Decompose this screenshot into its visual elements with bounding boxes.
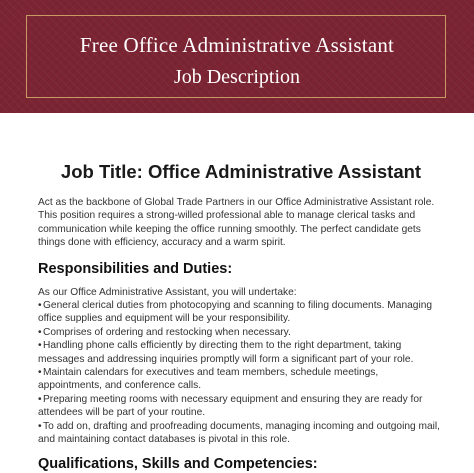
responsibilities-intro: As our Office Administrative Assistant, you will undertake:: [38, 286, 297, 298]
job-title: Job Title: Office Administrative Assistant: [60, 161, 422, 182]
list-item: •To add on, drafting and proofreading documents, managing incoming and outgoing mail, and maintaining contact databases is pivotal in this role.: [38, 420, 441, 446]
responsibilities-heading: Responsibilities and Duties:: [38, 260, 233, 277]
banner-subtitle: Job Description: [173, 66, 301, 88]
responsibilities-list: [38, 299, 444, 446]
list-item: •Preparing meeting rooms with necessary equipment and ensuring they are ready for attendees will be part of your routine.: [38, 393, 423, 419]
list-item: •General clerical duties from photocopying and scanning to filing documents. Managing office supplies and equipment will be your responsibility.: [38, 300, 433, 325]
header-banner: [0, 0, 474, 113]
qualifications-heading: Qualifications, Skills and Competencies:: [38, 455, 318, 472]
banner-title: Free Office Administrative Assistant: [79, 33, 395, 57]
list-item: •Comprises of ordering and restocking when necessary.: [38, 326, 291, 338]
list-item: •Handling phone calls efficiently by directing them to the right department, taking messages and addressing inquiries promptly will form a significant part of your role.: [38, 340, 414, 365]
document-body: [38, 160, 444, 473]
intro-paragraph: Act as the backbone of Global Trade Partners in our Office Administrative Assistant role. This position requires a strong-willed professional able to manage clerical tasks and communication while keeping the office running smoothly. The perfect candidate gets things done with efficiency, accuracy and a warm spirit.: [38, 197, 435, 249]
list-item: •Maintain calendars for executives and team members, schedule meetings, appointments, and conference calls.: [38, 367, 379, 392]
